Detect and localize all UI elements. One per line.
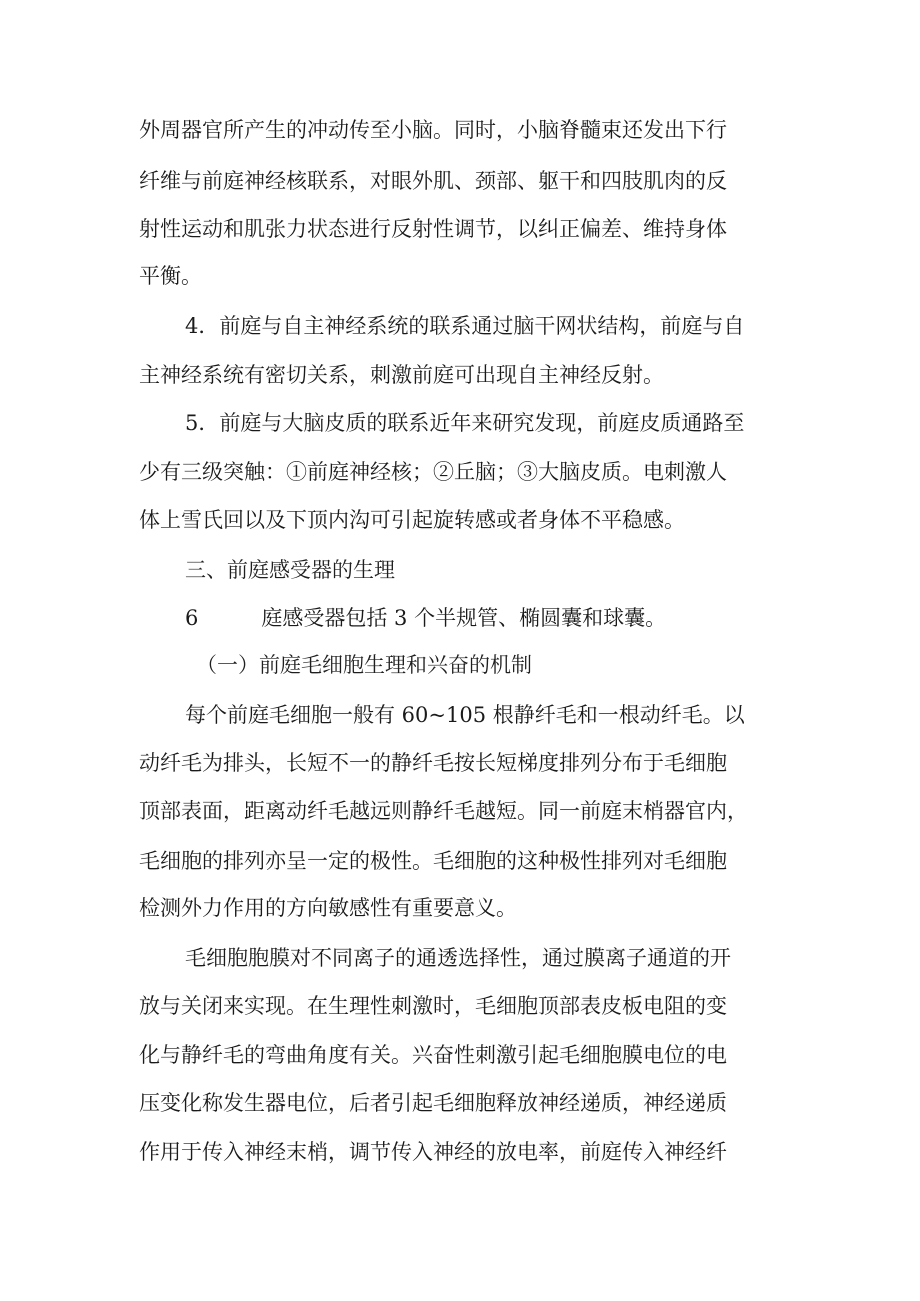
text-line: 6 庭感受器包括 3 个半规管、椭圆囊和球囊。	[185, 606, 667, 630]
text-line: 顶部表面，距离动纤毛越远则静纤毛越短。同一前庭末梢器官内，	[139, 799, 748, 823]
text-line: 作用于传入神经末梢，调节传入神经的放电率，前庭传入神经纤	[139, 1140, 727, 1164]
text-line: 放与关闭来实现。在生理性刺激时，毛细胞顶部表皮板电阻的变	[139, 994, 727, 1018]
text-line: 毛细胞胞膜对不同离子的通透选择性，通过膜离子通道的开	[185, 946, 731, 970]
text-line: 检测外力作用的方向敏感性有重要意义。	[139, 896, 517, 920]
text-line: 每个前庭毛细胞一般有 60~105 根静纤毛和一根动纤毛。以	[185, 703, 745, 727]
text-line: 外周器官所产生的冲动传至小脑。同时，小脑脊髓束还发出下行	[139, 118, 727, 142]
text-line: 少有三级突触：①前庭神经核；②丘脑；③大脑皮质。电刺激人	[139, 460, 727, 484]
text-line: 射性运动和肌张力状态进行反射性调节，以纠正偏差、维持身体	[139, 217, 727, 241]
text-line: 5．前庭与大脑皮质的联系近年来研究发现，前庭皮质通路至	[185, 411, 745, 435]
text-line: 纤维与前庭神经核联系，对眼外肌、颈部、躯干和四肢肌肉的反	[139, 169, 727, 193]
section-heading: 三、前庭感受器的生理	[185, 558, 395, 582]
text-line: 4．前庭与自主神经系统的联系通过脑干网状结构，前庭与自	[185, 314, 745, 338]
subsection-heading: （一）前庭毛细胞生理和兴奋的机制	[196, 653, 532, 677]
text-line: 体上雪氏回以及下顶内沟可引起旋转感或者身体不平稳感。	[139, 508, 685, 532]
text-line: 毛细胞的排列亦呈一定的极性。毛细胞的这种极性排列对毛细胞	[139, 849, 727, 873]
text-line: 平衡。	[139, 264, 202, 288]
text-line: 动纤毛为排头，长短不一的静纤毛按长短梯度排列分布于毛细胞	[139, 751, 727, 775]
text-line: 化与静纤毛的弯曲角度有关。兴奋性刺激引起毛细胞膜电位的电	[139, 1043, 727, 1067]
text-line: 压变化称发生器电位，后者引起毛细胞释放神经递质，神经递质	[139, 1091, 727, 1115]
text-line: 主神经系统有密切关系，刺激前庭可出现自主神经反射。	[139, 363, 664, 387]
